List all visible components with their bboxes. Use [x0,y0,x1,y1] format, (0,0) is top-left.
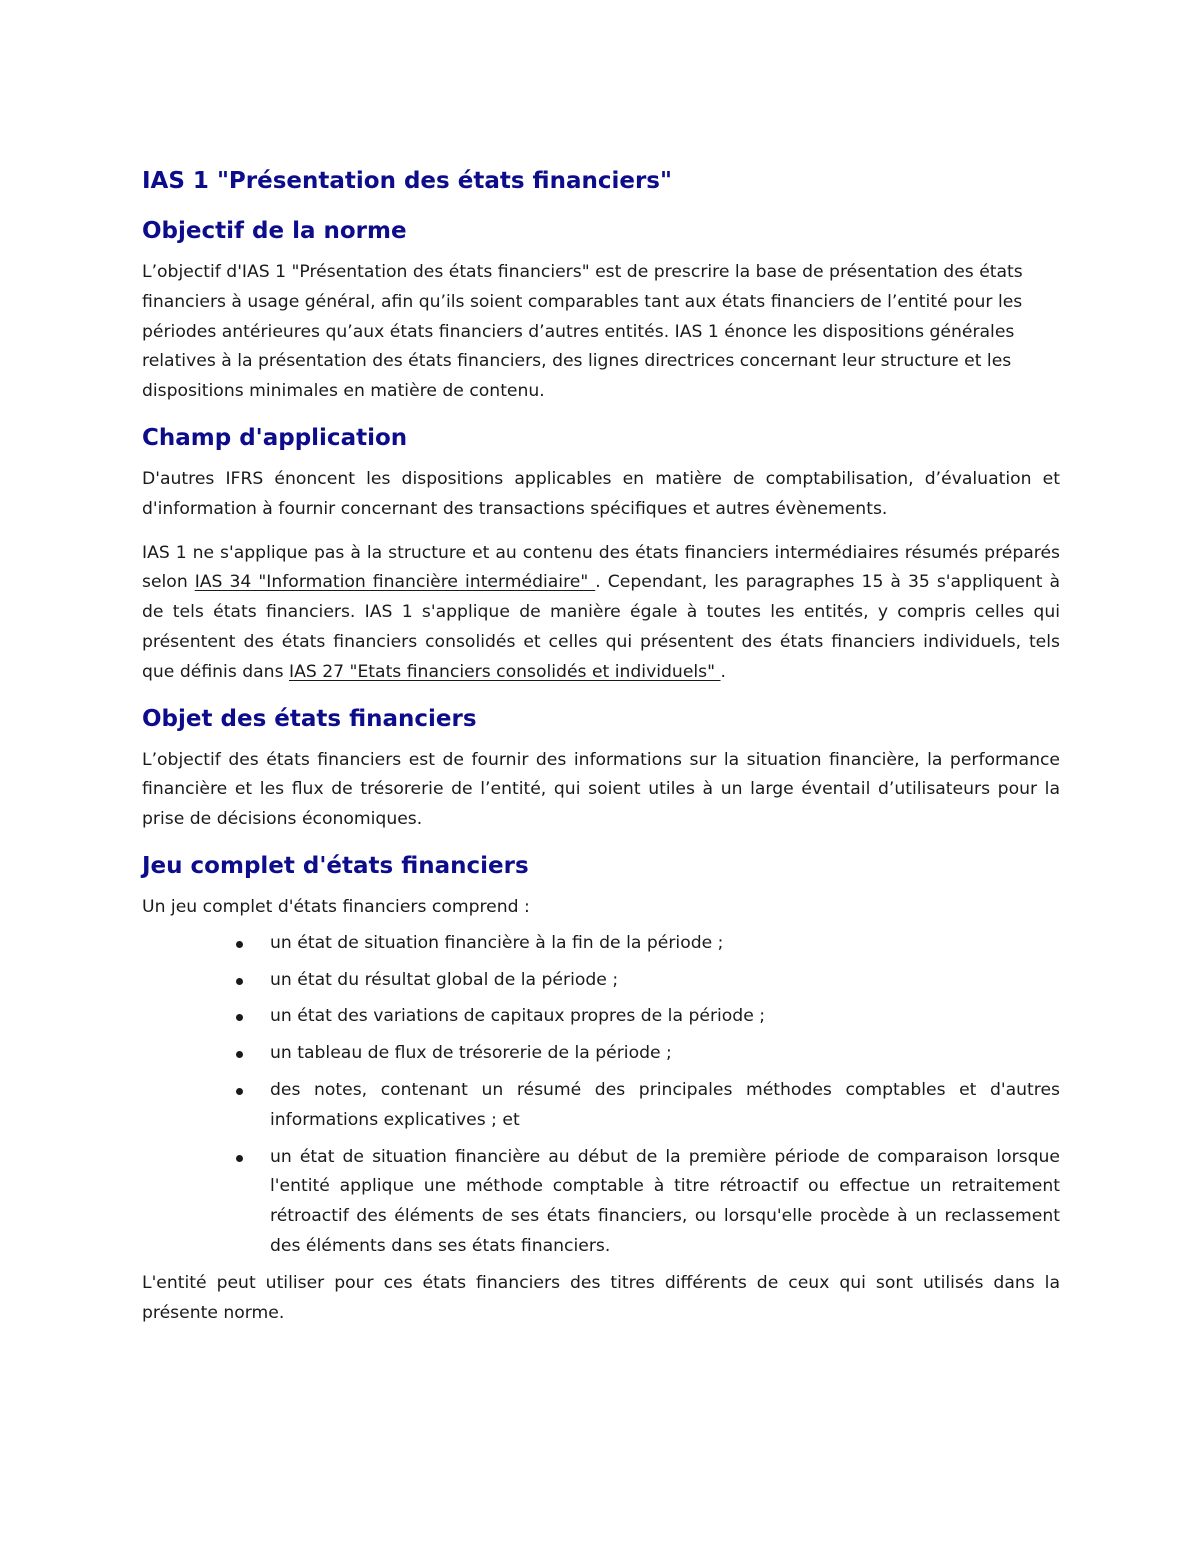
list-item-text: un état des variations de capitaux propres de la période ; [270,1006,766,1027]
statement-list [142,929,1060,1262]
champ-p2-text-after: . [720,661,726,682]
section-objet [142,702,1060,835]
objectif-paragraph: L’objectif d'IAS 1 "Présentation des états financiers" est de prescrire la base de présentation des états financiers à usage général, afin qu’ils soient comparables tant aux états financiers de l’entité pour les périodes antérieures qu’aux états financiers d’autres entités. IAS 1 énonce les dispositions générales relatives à la présentation des états financiers, des lignes directrices concernant leur structure et les dispositions minimales en matière de contenu. [142,262,1023,402]
bullet-icon [236,1014,243,1021]
bullet-icon [236,1051,243,1058]
champ-paragraph-1: D'autres IFRS énoncent les dispositions applicables en matière de comptabilisation, d’évaluation et d'information à fournir concernant des transactions spécifiques et autres évènements. [142,468,1060,519]
champ-p2-text-middle: . Cependant, les paragraphes 15 à 35 s'appliquent à de tels états financiers. IAS 1 s'applique de manière égale à toutes les entités, y compris celles qui présentent des états financiers consolidés et celles qui présentent des états financiers individuels, tels que définis dans [142,572,1060,682]
jeu-intro: Un jeu complet d'états financiers comprend : [142,896,530,917]
list-item [270,1143,1060,1262]
heading-champ: Champ d'application [142,424,408,451]
link-ias-34[interactable]: IAS 34 "Information financière intermédiaire" [194,572,596,593]
section-champ [142,421,1060,688]
champ-p2-text-before: IAS 1 ne s'applique pas à la structure et au contenu des états financiers intermédiaires résumés préparés selon [142,542,1060,593]
bullet-icon [236,1155,243,1162]
heading-jeu-complet: Jeu complet d'états financiers [142,852,529,879]
heading-objet: Objet des états financiers [142,705,477,732]
list-item [270,1076,1060,1136]
link-ias-27[interactable]: IAS 27 "Etats financiers consolidés et individuels" [289,661,721,682]
section-objectif [142,214,1060,407]
list-item-text: un état de situation financière au début de la première période de comparaison lorsque l'entité applique une méthode comptable à titre rétroactif ou effectue un retraitement rétroactif des éléments de ses états financiers, ou lorsqu'elle procède à un reclassement des éléments dans ses états financiers. [270,1146,1060,1256]
heading-objectif: Objectif de la norme [142,218,407,244]
champ-paragraph-2 [142,539,1060,688]
bullet-icon [236,1088,243,1095]
jeu-outro: L'entité peut utiliser pour ces états financiers des titres différents de ceux qui sont utilisés dans la présente norme. [142,1272,1060,1323]
list-item [270,1002,1060,1032]
list-item-text: des notes, contenant un résumé des principales méthodes comptables et d'autres informations explicatives ; et [270,1079,1060,1130]
list-item [270,966,1060,996]
list-item-text: un état de situation financière à la fin de la période ; [270,932,724,953]
document-page [142,164,1060,1342]
objet-paragraph: L’objectif des états financiers est de fournir des informations sur la situation financière, la performance financière et les flux de trésorerie de l’entité, qui soient utiles à un large éventail d’utilisateurs pour la prise de décisions économiques. [142,749,1060,830]
list-item-text: un état du résultat global de la période ; [270,969,619,990]
bullet-icon [236,978,243,985]
list-item-text: un tableau de flux de trésorerie de la période ; [270,1043,672,1064]
list-item [270,929,1060,959]
document-title: IAS 1 "Présentation des états financiers" [142,168,672,194]
list-item [270,1039,1060,1069]
bullet-icon [236,941,243,948]
section-jeu-complet [142,849,1060,1328]
